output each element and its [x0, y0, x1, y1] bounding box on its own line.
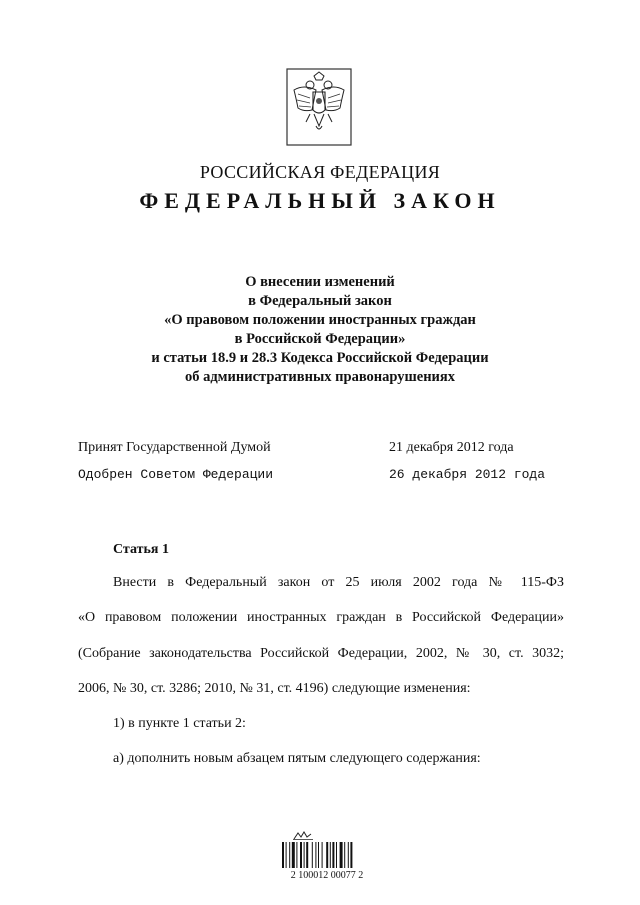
document-type: ФЕДЕРАЛЬНЫЙ ЗАКОН: [139, 188, 501, 213]
article-heading: Статья 1: [113, 542, 169, 557]
article-item-1: 1) в пункте 1 статьи 2:: [113, 716, 246, 731]
duma-adoption-date: 21 декабря 2012 года: [389, 440, 514, 455]
article-text-line: (Собрание законодательства Российской Федерации, 2002, № 30, ст. 3032;: [78, 646, 564, 661]
law-title-line: об административных правонарушениях: [184, 369, 456, 385]
country-name: РОССИЙСКАЯ ФЕДЕРАЦИЯ: [199, 162, 441, 182]
print-mark-icon: [292, 830, 314, 840]
law-title-line: О внесении изменений: [245, 274, 395, 290]
law-title-line: в Российской Федерации»: [234, 331, 406, 347]
article-item-a: а) дополнить новым абзацем пятым следующего содержания:: [113, 751, 481, 766]
council-approval-label: Одобрен Советом Федерации: [78, 467, 274, 482]
article-text-line: Внести в Федеральный закон от 25 июля 2002 года № 115-ФЗ: [113, 575, 564, 590]
article-text-line: «О правовом положении иностранных граждан в Российской Федерации»: [78, 610, 564, 625]
barcode: [282, 830, 372, 882]
law-title-line: в Федеральный закон: [248, 293, 392, 309]
barcode-bars: [282, 842, 372, 868]
law-title-line: «О правовом положении иностранных граждан: [164, 312, 476, 328]
article-text-line: 2006, № 30, ст. 3286; 2010, № 31, ст. 4196) следующие изменения:: [78, 681, 471, 696]
barcode-number: 2 100012 00077 2: [290, 870, 364, 881]
law-title-line: и статьи 18.9 и 28.3 Кодекса Российской Федерации: [151, 350, 489, 366]
law-title: [0, 273, 640, 387]
council-approval-date: 26 декабря 2012 года: [389, 467, 546, 482]
duma-adoption-label: Принят Государственной Думой: [78, 440, 271, 455]
coat-of-arms-icon: [286, 68, 352, 146]
